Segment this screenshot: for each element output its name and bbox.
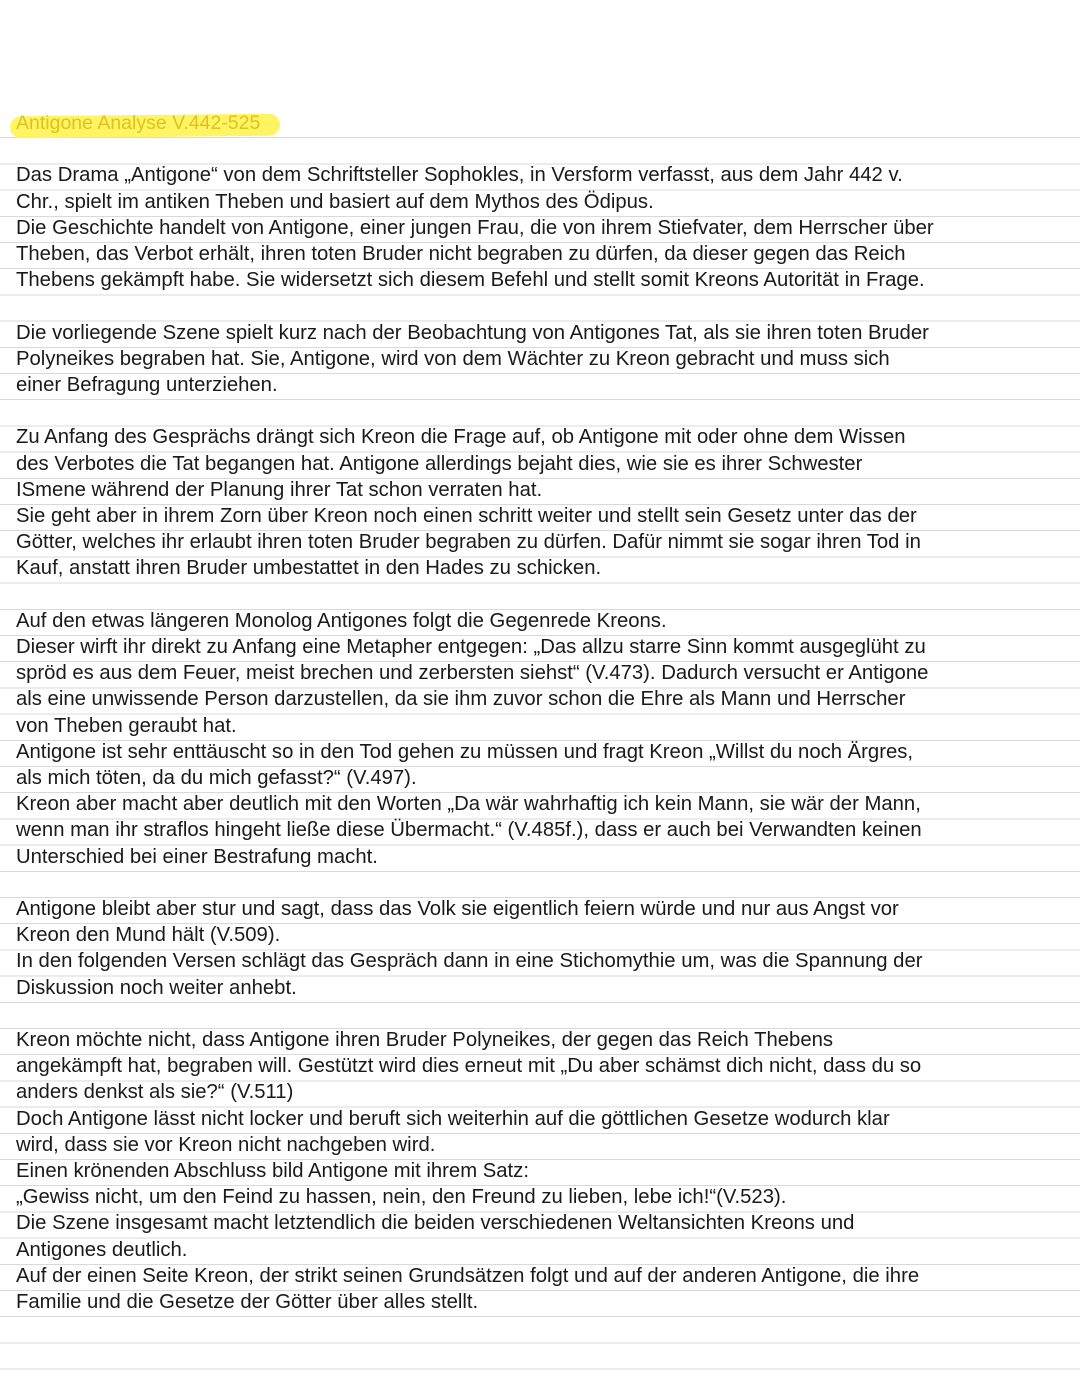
blank-line	[16, 398, 1066, 424]
blank-line	[16, 293, 1066, 319]
paragraph-conversation-start: Zu Anfang des Gesprächs drängt sich Kreon die Frage auf, ob Antigone mit oder ohne dem Wissen des Verbotes die Tat begangen hat. Antigone allerdings bejaht dies, wie sie es ihrer Schwester ISmene während der Planung ihrer Tat schon verraten hat. Sie geht aber in ihrem Zorn über Kreon noch einen schritt weiter und stellt sein Gesetz unter das der Götter, welches ihr erlaubt ihren toten Bruder begraben zu dürfen. Dafür nimmt sie sogar ihren Tod in Kauf, anstatt ihren Bruder umbestattet in den Hades zu schicken.	[16, 426, 921, 580]
blank-line	[16, 582, 1066, 608]
blank-line	[16, 136, 1066, 162]
blank-line	[16, 870, 1066, 896]
paragraph-introduction: Das Drama „Antigone“ von dem Schriftsteller Sophokles, in Versform verfasst, aus dem Jahr 442 v. Chr., spielt im antiken Theben und basiert auf dem Mythos des Ödipus. Die Geschichte handelt von Antigone, einer jungen Frau, die von ihrem Stiefvater, dem Herrscher über Theben, das Verbot erhält, ihren toten Bruder nicht begraben zu dürfen, da dieser gegen das Reich Thebens gekämpft habe. Sie widersetzt sich diesem Befehl und stellt somit Kreons Autorität in Frage.	[16, 164, 934, 292]
document-body	[16, 110, 1066, 1315]
paragraph-scene-context: Die vorliegende Szene spielt kurz nach der Beobachtung von Antigones Tat, als sie ihren toten Bruder Polyneikes begraben hat. Sie, Antigone, wird von dem Wächter zu Kreon gebracht und muss sich einer Befragung unterziehen.	[16, 321, 929, 396]
paragraph-conclusion: Kreon möchte nicht, dass Antigone ihren Bruder Polyneikes, der gegen das Reich Thebens angekämpft hat, begraben will. Gestützt wird dies erneut mit „Du aber schämst dich nicht, dass du so anders denkst als sie?“ (V.511) Doch Antigone lässt nicht locker und beruft sich weiterhin auf die göttlichen Gesetze wodurch klar wird, dass sie vor Kreon nicht nachgeben wird. Einen krönenden Abschluss bild Antigone mit ihrem Satz: „Gewiss nicht, um den Feind zu hassen, nein, den Freund zu lieben, lebe ich!“(V.523). Die Szene insgesamt macht letztendlich die beiden verschiedenen Weltansichten Kreons und Antigones deutlich. Auf der einen Seite Kreon, der strikt seinen Grundsätzen folgt und auf der anderen Antigone, die ihre Familie und die Gesetze der Götter über alles stellt.	[16, 1029, 922, 1314]
document-title: Antigone Analyse V.442-525	[16, 112, 261, 134]
paragraph-kreon-reply: Auf den etwas längeren Monolog Antigones folgt die Gegenrede Kreons. Dieser wirft ihr direkt zu Anfang eine Metapher entgegen: „Das allzu starre Sinn kommt ausgeglüht zu spröd es aus dem Feuer, meist brechen und zerbersten siehst“ (V.473). Dadurch versucht er Antigone als eine unwissende Person darzustellen, da sie ihm zuvor schon die Ehre als Mann und Herrscher von Theben geraubt hat. Antigone ist sehr enttäuscht so in den Tod gehen zu müssen und fragt Kreon „Willst du noch Ärgres, als mich töten, da du mich gefasst?“ (V.497). Kreon aber macht aber deutlich mit den Worten „Da wär wahrhaftig ich kein Mann, sie wär der Mann, wenn man ihr straflos hingeht ließe diese Übermacht.“ (V.485f.), dass er auch bei Verwandten keinen Unterschied bei einer Bestrafung macht.	[16, 609, 929, 868]
paragraph-stichomythie: Antigone bleibt aber stur und sagt, dass das Volk sie eigentlich feiern würde und nur aus Angst vor Kreon den Mund hält (V.509). In den folgenden Versen schlägt das Gespräch dann in eine Stichomythie um, was die Spannung der Diskussion noch weiter anhebt.	[16, 898, 923, 999]
blank-line	[16, 1001, 1066, 1027]
title-block	[16, 110, 260, 136]
